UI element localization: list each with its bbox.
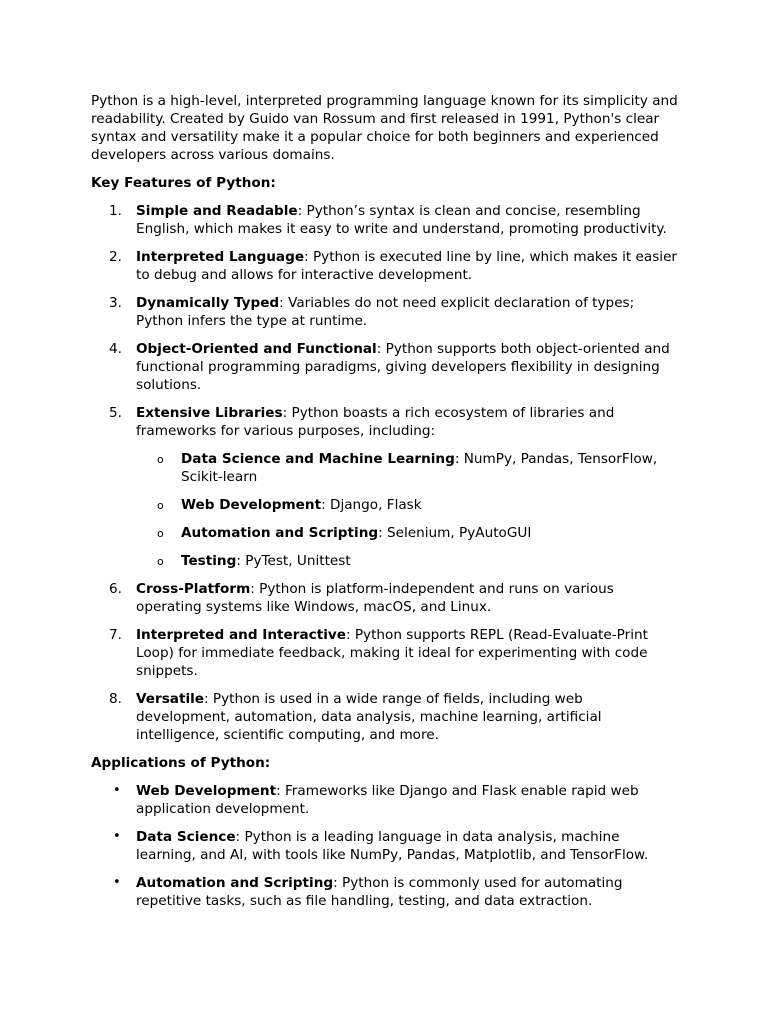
list-number: 1. bbox=[109, 203, 122, 219]
feature-term: Interpreted and Interactive bbox=[136, 627, 346, 643]
feature-term: Interpreted Language bbox=[136, 249, 305, 265]
application-term: Data Science bbox=[136, 829, 236, 845]
sublist-item bbox=[136, 524, 681, 542]
application-item bbox=[91, 828, 681, 864]
bullet-marker: • bbox=[113, 875, 121, 890]
sublist-text: : Django, Flask bbox=[321, 497, 422, 513]
feature-item bbox=[91, 626, 681, 680]
sublist-term: Web Development bbox=[181, 497, 322, 513]
feature-text: : Python is platform-independent and runs on various operating systems like Windows, macOS, and Linux. bbox=[136, 581, 614, 615]
feature-item bbox=[91, 340, 681, 394]
sublist-item bbox=[136, 552, 681, 570]
list-number: 8. bbox=[109, 691, 122, 707]
document-page bbox=[91, 92, 681, 920]
sublist-term: Testing bbox=[181, 553, 237, 569]
sublist-text: : NumPy, Pandas, TensorFlow, Scikit-learn bbox=[181, 451, 658, 485]
sublist-marker: o bbox=[157, 453, 164, 466]
application-item bbox=[91, 874, 681, 910]
features-heading: Key Features of Python: bbox=[91, 175, 276, 191]
feature-text: : Variables do not need explicit declaration of types; Python infers the type at runtime. bbox=[136, 295, 635, 329]
feature-text: : Python’s syntax is clean and concise, resembling English, which makes it easy to write and understand, promoting productivity. bbox=[136, 203, 667, 237]
sublist-item bbox=[136, 496, 681, 514]
application-item bbox=[91, 782, 681, 818]
sublist-marker: o bbox=[157, 527, 164, 540]
application-text: : Frameworks like Django and Flask enable rapid web application development. bbox=[136, 783, 639, 817]
feature-term: Versatile bbox=[136, 691, 205, 707]
bullet-marker: • bbox=[113, 829, 121, 844]
bullet-marker: • bbox=[113, 783, 121, 798]
application-term: Web Development bbox=[136, 783, 277, 799]
feature-text: : Python is used in a wide range of fields, including web development, automation, data analysis, machine learning, artificial intelligence, scientific computing, and more. bbox=[136, 691, 602, 743]
feature-text: : Python supports REPL (Read-Evaluate-Print Loop) for immediate feedback, making it ideal for experimenting with code snippets. bbox=[136, 627, 648, 679]
sublist-marker: o bbox=[157, 499, 164, 512]
feature-item bbox=[91, 202, 681, 238]
list-number: 6. bbox=[109, 581, 122, 597]
feature-item bbox=[91, 690, 681, 744]
feature-term: Extensive Libraries bbox=[136, 405, 283, 421]
list-number: 5. bbox=[109, 405, 122, 421]
applications-heading: Applications of Python: bbox=[91, 755, 271, 771]
feature-term: Cross-Platform bbox=[136, 581, 251, 597]
application-text: : Python is commonly used for automating repetitive tasks, such as file handling, testing, and data extraction. bbox=[136, 875, 623, 909]
feature-text: : Python supports both object-oriented and functional programming paradigms, giving developers flexibility in designing solutions. bbox=[136, 341, 670, 393]
sublist-text: : PyTest, Unittest bbox=[236, 553, 351, 569]
sublist-term: Data Science and Machine Learning bbox=[181, 451, 455, 467]
feature-text: : Python is executed line by line, which makes it easier to debug and allows for interactive development. bbox=[136, 249, 678, 283]
feature-term: Dynamically Typed bbox=[136, 295, 280, 311]
application-term: Automation and Scripting bbox=[136, 875, 334, 891]
sublist-text: : Selenium, PyAutoGUI bbox=[378, 525, 532, 541]
list-number: 2. bbox=[109, 249, 122, 265]
feature-item bbox=[91, 580, 681, 616]
sublist-marker: o bbox=[157, 555, 164, 568]
feature-item bbox=[91, 404, 681, 570]
features-list bbox=[91, 202, 681, 744]
libraries-sublist bbox=[136, 450, 681, 570]
applications-list bbox=[91, 782, 681, 910]
feature-term: Simple and Readable bbox=[136, 203, 298, 219]
intro-paragraph: Python is a high-level, interpreted programming language known for its simplicity and readability. Created by Guido van Rossum and first released in 1991, Python's clear syntax and versatility make it a popular choice for both beginners and experienced developers across various domains. bbox=[91, 93, 678, 163]
feature-item bbox=[91, 248, 681, 284]
sublist-term: Automation and Scripting bbox=[181, 525, 379, 541]
list-number: 3. bbox=[109, 295, 122, 311]
feature-item bbox=[91, 294, 681, 330]
sublist-item bbox=[136, 450, 681, 486]
list-number: 4. bbox=[109, 341, 122, 357]
list-number: 7. bbox=[109, 627, 122, 643]
feature-term: Object-Oriented and Functional bbox=[136, 341, 377, 357]
feature-text: : Python boasts a rich ecosystem of libraries and frameworks for various purposes, including: bbox=[136, 405, 615, 439]
application-text: : Python is a leading language in data analysis, machine learning, and AI, with tools like NumPy, Pandas, Matplotlib, and TensorFlow. bbox=[136, 829, 649, 863]
